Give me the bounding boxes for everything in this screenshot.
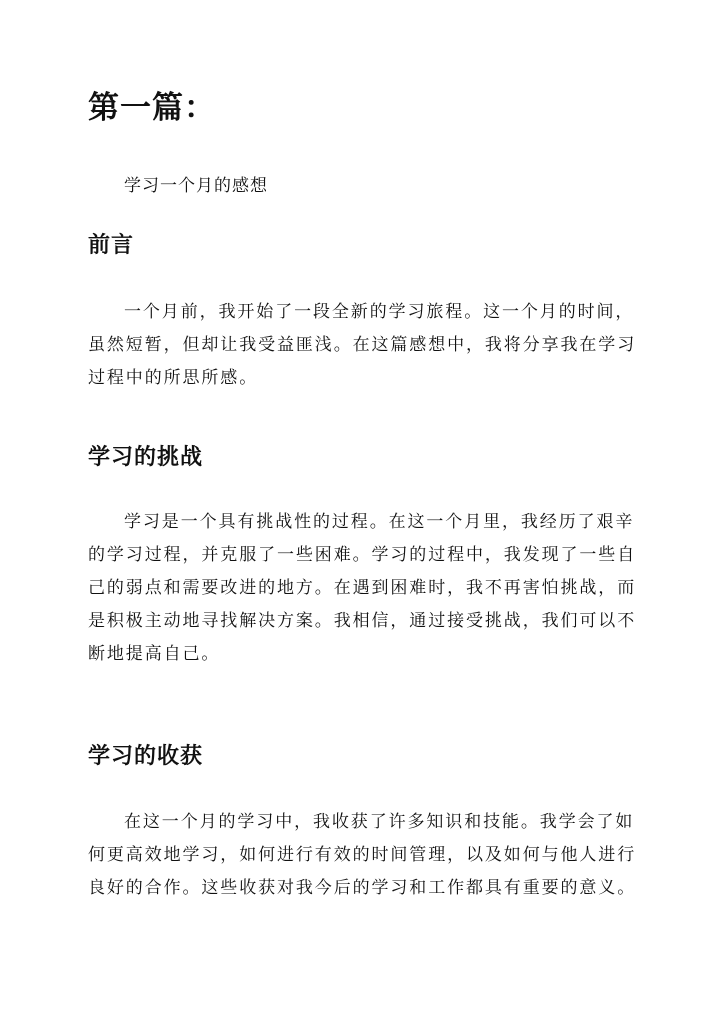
section-paragraph-gains — [88, 806, 637, 905]
paragraph-line: 何更高效地学习，如何进行有效的时间管理，以及如何与他人进行 — [88, 845, 637, 865]
section-heading-gains: 学习的收获 — [88, 743, 204, 769]
paragraph-line: 学习是一个具有挑战性的过程。在这一个月里，我经历了艰辛 — [124, 512, 635, 532]
paragraph-line: 己的弱点和需要改进的地方。在遇到困难时，我不再害怕挑战，而 — [88, 578, 637, 598]
paragraph-line: 是积极主动地寻找解决方案。我相信，通过接受挑战，我们可以不 — [88, 611, 637, 631]
section-paragraph-challenges — [88, 506, 637, 671]
section-heading-preface: 前言 — [88, 232, 135, 258]
paragraph-line: 过程中的所思所感。 — [88, 368, 259, 388]
paragraph-line: 一个月前，我开始了一段全新的学习旅程。这一个月的时间， — [124, 302, 635, 322]
paragraph-line: 在这一个月的学习中，我收获了许多知识和技能。我学会了如 — [124, 812, 635, 832]
document-title: 第一篇： — [88, 90, 216, 126]
paragraph-line: 的学习过程，并克服了一些困难。学习的过程中，我发现了一些自 — [88, 545, 637, 565]
paragraph-line: 良好的合作。这些收获对我今后的学习和工作都具有重要的意义。 — [88, 878, 637, 898]
paragraph-line: 虽然短暂，但却让我受益匪浅。在这篇感想中，我将分享我在学习 — [88, 335, 637, 355]
document-subtitle: 学习一个月的感想 — [124, 176, 268, 196]
paragraph-line: 断地提高自己。 — [88, 644, 221, 664]
section-heading-challenges: 学习的挑战 — [88, 444, 204, 470]
section-paragraph-preface — [88, 296, 637, 395]
